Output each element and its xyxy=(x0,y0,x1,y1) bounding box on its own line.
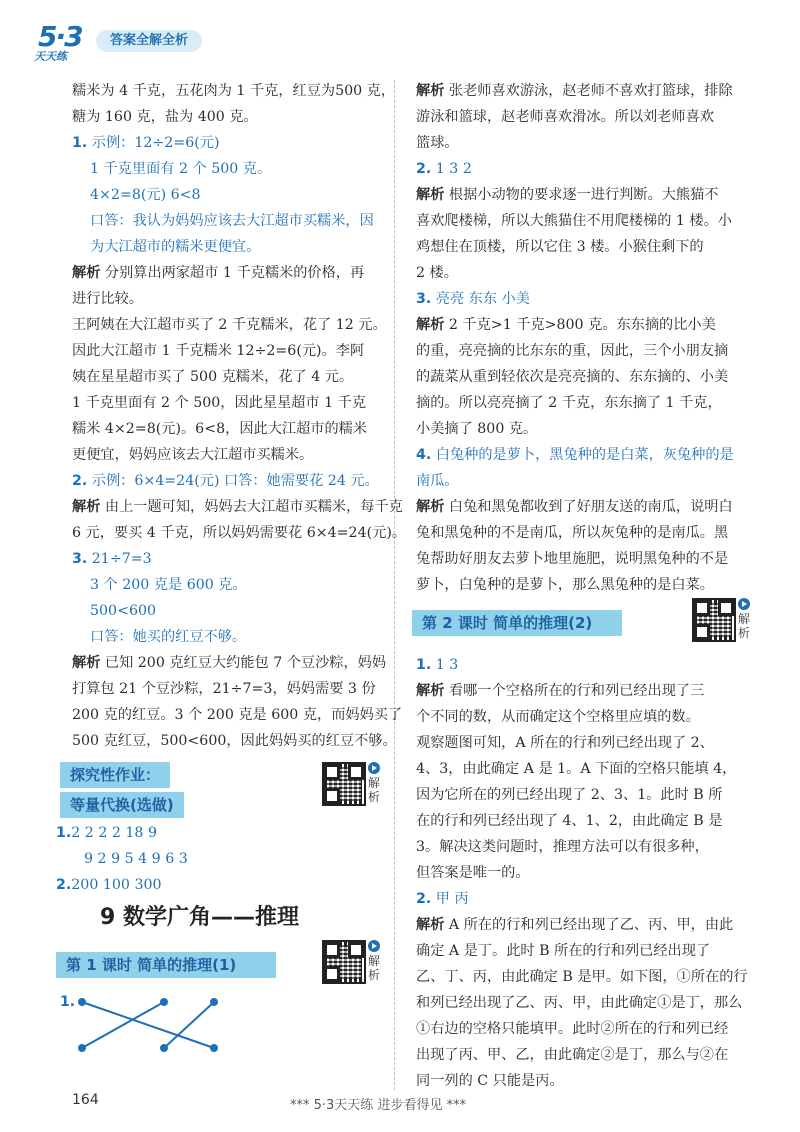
analysis-text: 看哪一个空格所在的行和列已经出现了三 xyxy=(444,683,705,699)
answer-text: 示例：6×4=24(元) 口答：她需要花 24 元。 xyxy=(87,473,379,489)
answer-line xyxy=(72,546,384,572)
text-line: 和列已经出现了乙、丙、甲，由此确定①是丁，那么 xyxy=(416,995,743,1011)
analysis-tag: 解析 xyxy=(416,683,445,699)
question-number: 2. xyxy=(72,473,88,489)
match-line xyxy=(164,1002,214,1048)
qr-code-icon[interactable] xyxy=(322,762,366,806)
exploratory-answers xyxy=(56,820,188,898)
text-line: 观察题图可知，A 所在的行和列已经出现了 2、 xyxy=(416,735,714,751)
text-line: 同一列的 C 只能是丙。 xyxy=(416,1073,564,1089)
analysis-line xyxy=(416,678,756,704)
text-line: 2 楼。 xyxy=(416,265,458,281)
text-line: 糖为 160 克，盐为 400 克。 xyxy=(72,109,258,125)
qr-label: 解析 xyxy=(368,954,381,982)
qr-code-icon[interactable] xyxy=(692,598,736,642)
analysis-line xyxy=(72,494,403,520)
answer-line xyxy=(416,886,756,912)
brand-logo xyxy=(30,18,94,64)
question-number: 1. xyxy=(72,135,88,151)
match-dot xyxy=(161,999,167,1005)
analysis-line xyxy=(416,78,756,104)
text-line: 200 克的红豆。3 个 200 克是 600 克，而妈妈买了 xyxy=(72,707,403,723)
match-line xyxy=(82,1002,214,1048)
matching-lines xyxy=(74,990,274,1060)
text-line: 兔帮助好朋友去萝卜地里施肥，说明黑兔种的不是 xyxy=(416,551,729,567)
section-banner-subtitle: 等量代换(选做) xyxy=(60,792,184,818)
answer-text: 示例：12÷2=6(元) xyxy=(87,135,220,151)
play-icon[interactable] xyxy=(738,598,750,610)
text-line: 的重，亮亮摘的比东东的重，因此，三个小朋友摘 xyxy=(416,343,729,359)
answer-line: 口答：她买的红豆不够。 xyxy=(90,629,247,645)
answer-text: 21÷7=3 xyxy=(87,551,152,567)
answer-line xyxy=(416,156,756,182)
text-line: 糯米 4×2=8(元)。6<8，因此大江超市的糯米 xyxy=(72,421,368,437)
text-line: 1 千克里面有 2 个 500，因此星星超市 1 千克 xyxy=(72,395,367,411)
text-line: 在的行和列已经出现了 4、1、2，由此确定 B 是 xyxy=(416,813,723,829)
text-line: 6 元，要买 4 千克，所以妈妈需要花 6×4=24(元)。 xyxy=(72,525,407,541)
text-line: 4、3，由此确定 A 是 1。A 下面的空格只能填 4， xyxy=(416,761,737,777)
column-divider xyxy=(394,80,395,1090)
text-line: 喜欢爬楼梯，所以大熊猫住不用爬楼梯的 1 楼。小 xyxy=(416,213,732,229)
section-header-tab: 答案全解全析 xyxy=(96,30,202,52)
text-line: 篮球。 xyxy=(416,135,459,151)
analysis-text: 2 千克>1 千克>800 克。东东摘的比小美 xyxy=(444,317,716,333)
match-dot xyxy=(211,999,217,1005)
analysis-text: 白兔和黑兔都收到了好朋友送的南瓜，说明白 xyxy=(444,499,733,515)
analysis-text: A 所在的行和列已经出现了乙、丙、甲，由此 xyxy=(444,917,734,933)
question-number: 4. xyxy=(416,447,432,463)
analysis-tag: 解析 xyxy=(416,187,445,203)
footer-slogan: *** 5·3天天练 进步看得见 *** xyxy=(290,1098,467,1113)
right-lower-block xyxy=(416,652,756,1094)
text-line: 兔和黑兔种的不是南瓜，所以灰兔种的是南瓜。黑 xyxy=(416,525,729,541)
answer-line xyxy=(416,652,756,678)
answer-line xyxy=(72,130,384,156)
text-line: 出现了丙、甲、乙，由此确定②是丁，那么与②在 xyxy=(416,1047,729,1063)
analysis-tag: 解析 xyxy=(72,499,101,515)
answer-text: 2 2 2 2 18 9 xyxy=(71,825,158,841)
play-icon[interactable] xyxy=(368,940,380,952)
answer-line: 南瓜。 xyxy=(416,473,459,489)
answer-line: 4×2=8(元) 6<8 xyxy=(90,187,201,203)
section-banner xyxy=(60,762,170,788)
text-line: ①右边的空格只能填甲。此时②所在的行和列已经 xyxy=(416,1021,729,1037)
answer-line: 口答：我认为妈妈应该去大江超市买糯米，因 xyxy=(90,213,374,229)
analysis-text: 根据小动物的要求逐一进行判断。大熊猫不 xyxy=(444,187,719,203)
analysis-line xyxy=(416,312,756,338)
text-line: 500 克红豆，500<600，因此妈妈买的红豆不够。 xyxy=(72,733,397,749)
text-line: 小美摘了 800 克。 xyxy=(416,421,538,437)
analysis-line xyxy=(416,182,756,208)
right-column xyxy=(416,78,756,598)
answer-text: 1 3 xyxy=(431,657,459,673)
text-line: 但答案是唯一的。 xyxy=(416,865,530,881)
answer-line: 500<600 xyxy=(90,603,157,619)
play-icon[interactable] xyxy=(368,762,380,774)
analysis-line xyxy=(416,494,756,520)
text-line: 更便宜，妈妈应该去大江超市买糯米。 xyxy=(72,447,314,463)
match-dot xyxy=(211,1045,217,1051)
qr-label: 解析 xyxy=(738,612,751,640)
lesson-title: 第 2 课时 简单的推理(2) xyxy=(412,610,622,636)
analysis-text: 已知 200 克红豆大约能包 7 个豆沙粽，妈妈 xyxy=(100,655,387,671)
match-line xyxy=(82,1002,164,1048)
answer-text: 甲 丙 xyxy=(431,891,469,907)
text-line: 萝卜，白兔种的是萝卜，那么黑兔种的是白菜。 xyxy=(416,577,714,593)
answer-line: 9 2 9 5 4 9 6 3 xyxy=(84,851,188,867)
answer-line: 1 千克里面有 2 个 500 克。 xyxy=(90,161,272,177)
text-line: 个不同的数，从而确定这个空格里应填的数。 xyxy=(416,709,700,725)
analysis-text: 分别算出两家超市 1 千克糯米的价格，再 xyxy=(100,265,365,281)
answer-line xyxy=(72,468,384,494)
text-line: 鸡想住在顶楼，所以它住 3 楼。小猴住剩下的 xyxy=(416,239,704,255)
logo-text: 5·3 xyxy=(38,20,82,53)
text-line: 糯米为 4 千克，五花肉为 1 千克，红豆为500 克， xyxy=(72,83,396,99)
analysis-line xyxy=(416,912,756,938)
answer-text: 200 100 300 xyxy=(71,877,162,893)
analysis-tag: 解析 xyxy=(416,917,445,933)
lesson-banner xyxy=(412,610,622,636)
analysis-line xyxy=(72,650,387,676)
text-line: 游泳和篮球，赵老师喜欢滑冰。所以刘老师喜欢 xyxy=(416,109,714,125)
answer-text: 亮亮 东东 小美 xyxy=(431,291,530,307)
analysis-tag: 解析 xyxy=(416,83,445,99)
analysis-text: 张老师喜欢游泳，赵老师不喜欢打篮球，排除 xyxy=(444,83,733,99)
text-line: 3。解决这类问题时，推理方法可以有很多种， xyxy=(416,839,709,855)
lesson-title: 第 1 课时 简单的推理(1) xyxy=(56,952,276,978)
answer-line xyxy=(416,286,756,312)
text-line: 因为它所在的列已经出现了 2、3、1。此时 B 所 xyxy=(416,787,723,803)
analysis-tag: 解析 xyxy=(416,317,445,333)
text-line: 摘的。所以亮亮摘了 2 千克，东东摘了 1 千克， xyxy=(416,395,722,411)
text-line: 确定 A 是丁。此时 B 所在的行和列已经出现了 xyxy=(416,943,711,959)
chapter-title: 9 数学广角——推理 xyxy=(100,905,299,930)
match-dot xyxy=(79,999,85,1005)
answer-text: 1 3 2 xyxy=(431,161,472,177)
section-banner xyxy=(60,792,184,818)
qr-label: 解析 xyxy=(368,776,381,804)
answer-text: 白兔种的是萝卜，黑兔种的是白菜，灰兔种的是 xyxy=(431,447,734,463)
section-banner-title: 探究性作业： xyxy=(60,762,170,788)
question-number: 2. xyxy=(416,891,432,907)
question-number: 3. xyxy=(72,551,88,567)
text-line: 因此大江超市 1 千克糯米 12÷2=6(元)。李阿 xyxy=(72,343,365,359)
question-number: 2. xyxy=(416,161,432,177)
question-number: 1. xyxy=(60,994,76,1010)
match-dot xyxy=(79,1045,85,1051)
text-line: 进行比较。 xyxy=(72,291,143,307)
answer-line xyxy=(56,820,188,846)
analysis-text: 由上一题可知，妈妈去大江超市买糯米，每千克 xyxy=(100,499,403,515)
answer-line xyxy=(56,872,188,898)
question-number: 3. xyxy=(416,291,432,307)
lesson-banner xyxy=(56,952,276,978)
question-number: 1. xyxy=(416,657,432,673)
logo-subtitle: 天天练 xyxy=(34,50,67,63)
answer-line: 3 个 200 克是 600 克。 xyxy=(90,577,247,593)
question-number: 2. xyxy=(56,877,72,893)
text-line: 王阿姨在大江超市买了 2 千克糯米，花了 12 元。 xyxy=(72,317,387,333)
analysis-line xyxy=(72,260,384,286)
text-line: 乙、丁、丙，由此确定 B 是甲。如下图，①所在的行 xyxy=(416,969,748,985)
question-number: 1. xyxy=(56,825,72,841)
qr-code-icon[interactable] xyxy=(322,940,366,984)
analysis-tag: 解析 xyxy=(72,655,101,671)
text-line: 打算包 21 个豆沙粽，21÷7=3，妈妈需要 3 份 xyxy=(72,681,376,697)
answer-line: 为大江超市的糯米更便宜。 xyxy=(90,239,261,255)
analysis-tag: 解析 xyxy=(72,265,101,281)
left-column xyxy=(72,78,407,754)
text-line: 姨在星星超市买了 500 克糯米，花了 4 元。 xyxy=(72,369,354,385)
page-number: 164 xyxy=(72,1092,99,1108)
answer-line xyxy=(416,442,756,468)
analysis-tag: 解析 xyxy=(416,499,445,515)
match-dot xyxy=(161,1045,167,1051)
text-line: 的蔬菜从重到轻依次是亮亮摘的、东东摘的、小美 xyxy=(416,369,729,385)
